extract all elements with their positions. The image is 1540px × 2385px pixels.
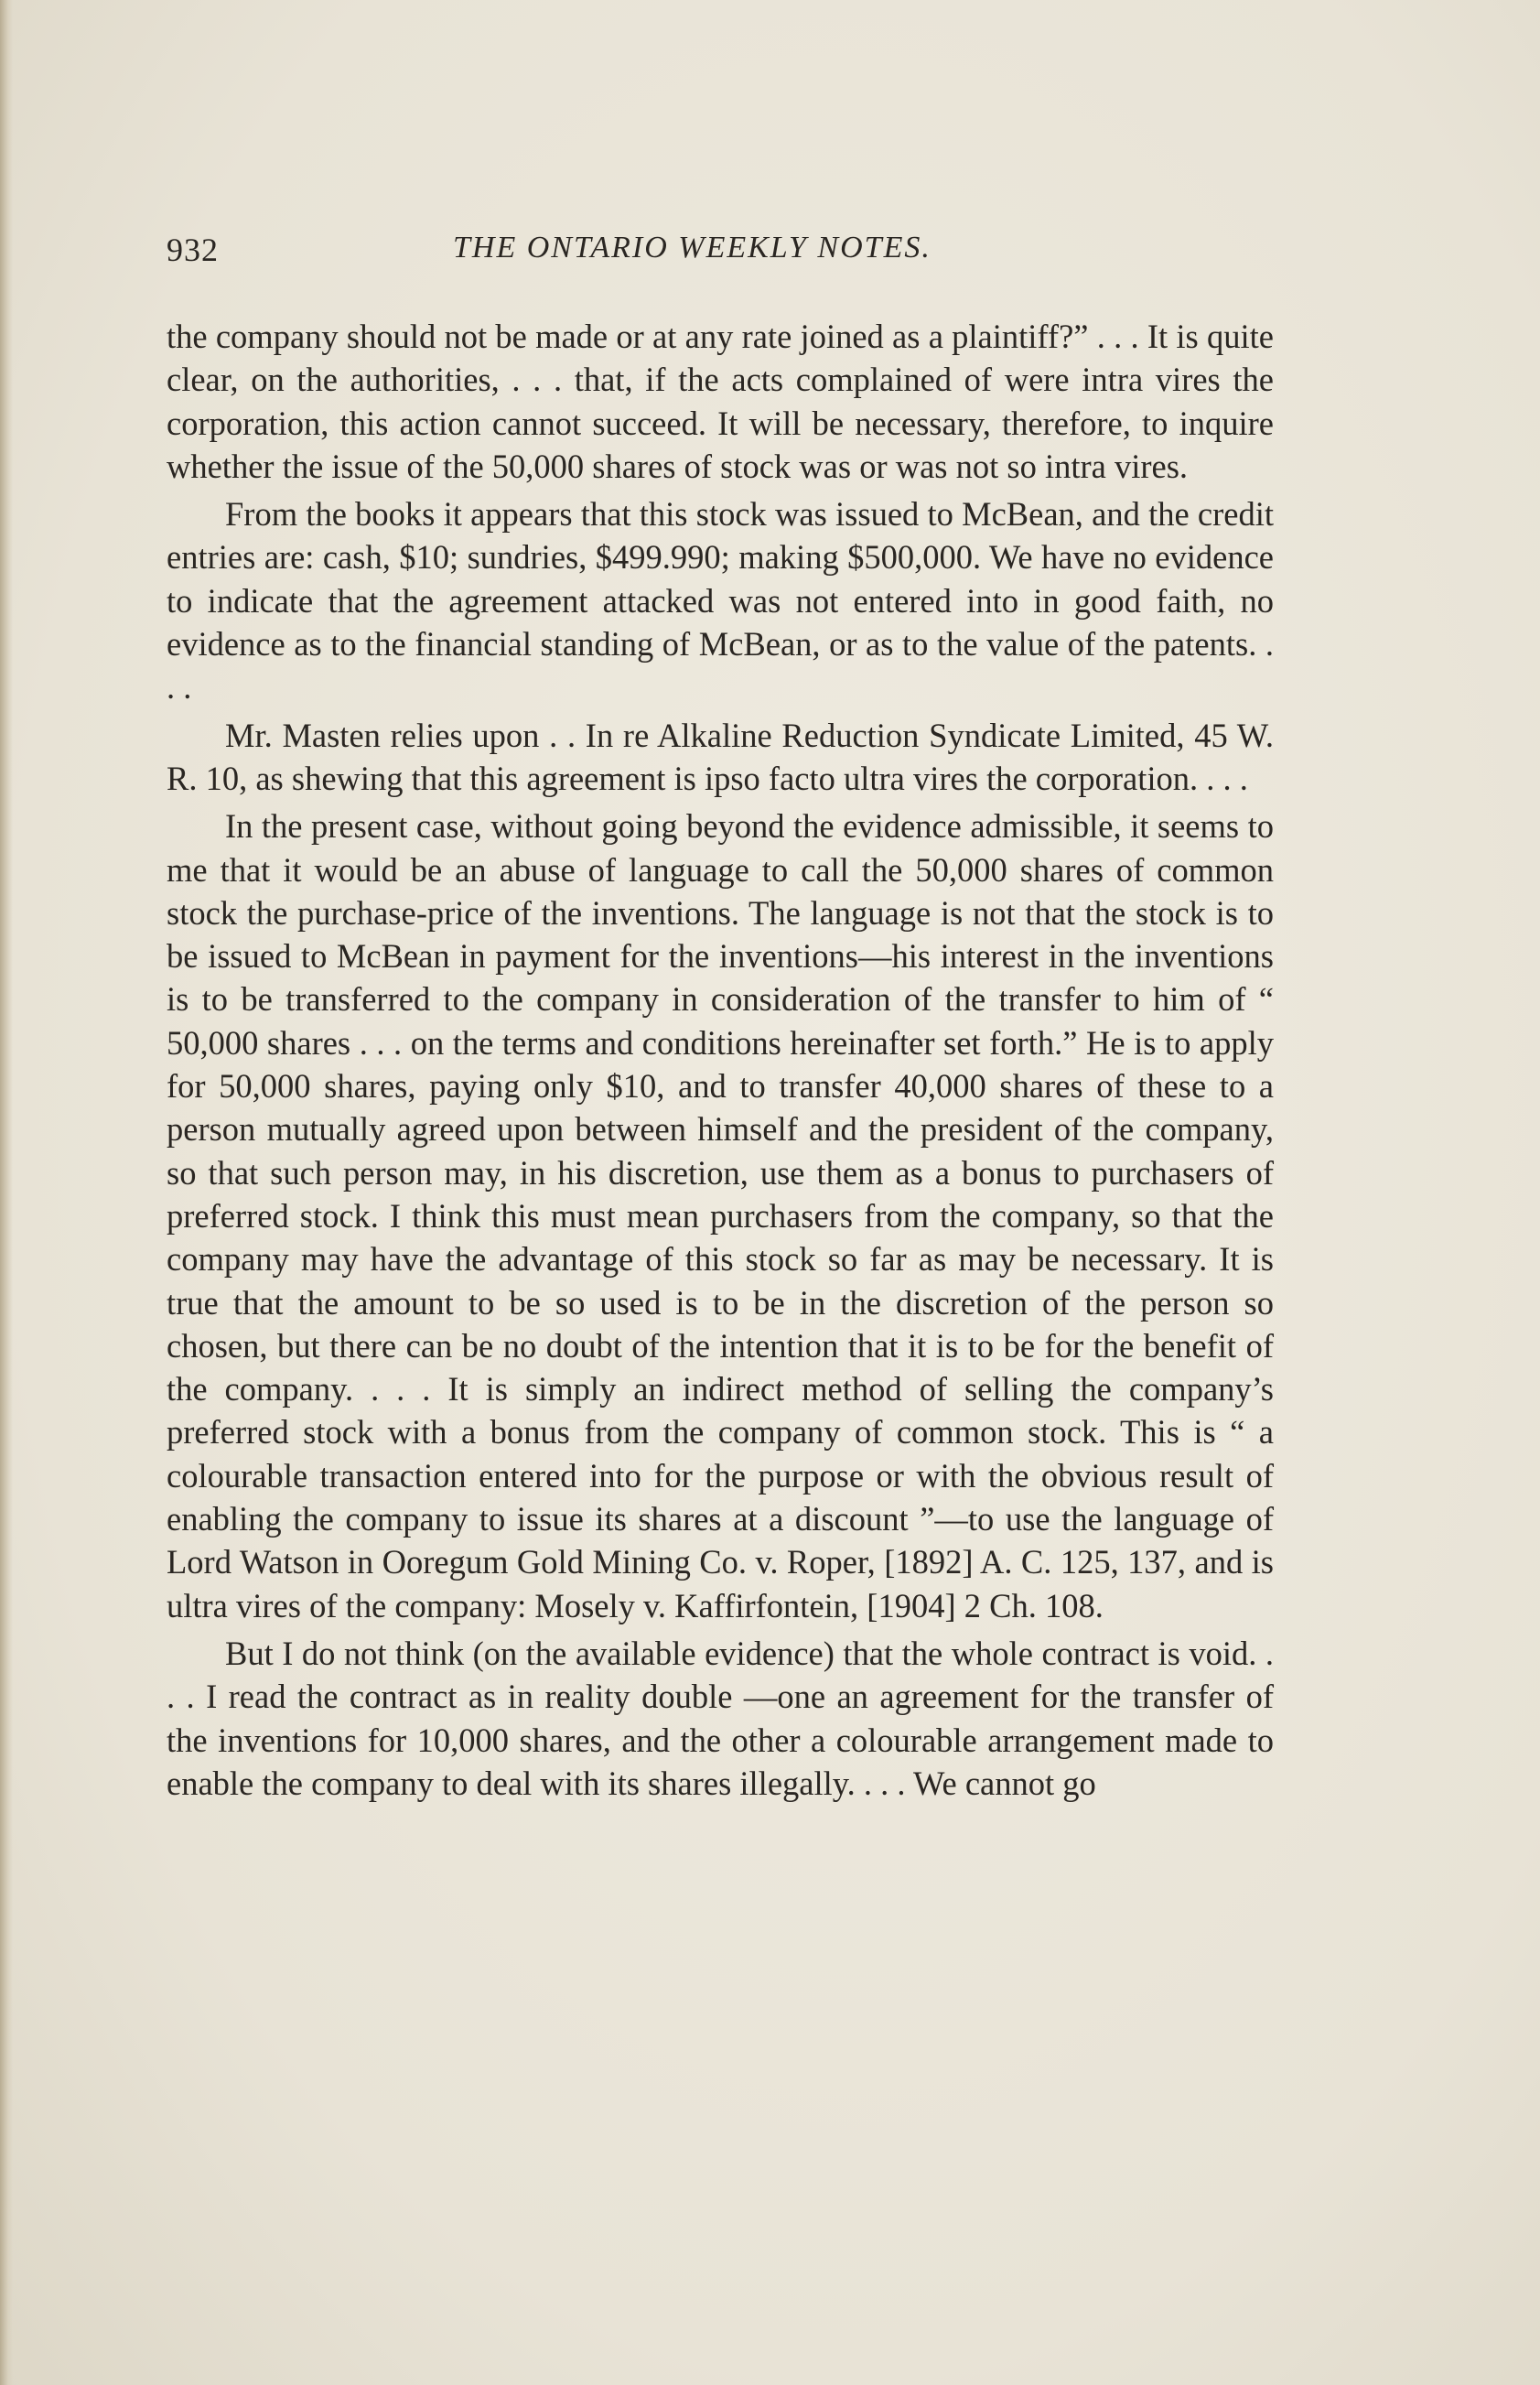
paragraph: But I do not think (on the available evidence) that the whole contract is void. . . . I read the contract as in reality double —one an agreement for the transfer of the inventions for 10,000 shares, and the other a colourable arrangement made to enable the company to deal with its shares illegally. . . . We cannot go — [167, 1634, 1274, 1802]
page-binding-edge — [0, 0, 13, 2385]
body-text — [167, 315, 1274, 1809]
paragraph: From the books it appears that this stock was issued to McBean, and the credit entries are: cash, $10; sundries, $499.990; making $500,000. We have no evidence to indicate that the agreement attacked was not entered into in good faith, no evidence as to the financial standing of McBean, or as to the value of the patents. . . . — [167, 495, 1274, 707]
paragraph: Mr. Masten relies upon . . In re Alkaline Reduction Syndicate Limited, 45 W. R. 10, as shewing that this agreement is ipso facto ultra vires the corporation. . . . — [167, 716, 1274, 797]
paragraph: In the present case, without going beyond the evidence admissible, it seems to me that it would be an abuse of language to call the 50,000 shares of common stock the purchase-price of the inventions. The language is not that the stock is to be issued to McBean in payment for the inventions—his interest in the inventions is to be transferred to the company in consideration of the transfer to him of “ 50,000 shares . . . on the terms and conditions hereinafter set forth.” He is to apply for 50,000 shares, paying only $10, and to transfer 40,000 shares of these to a person mutually agreed upon between himself and the president of the company, so that such person may, in his discretion, use them as a bonus to purchasers of preferred stock. I think this must mean purchasers from the company, so that the company may have the advantage of this stock so far as may be necessary. It is true that the amount to be so used is to be in the discretion of the person so chosen, but there can be no doubt of the intention that it is to be for the benefit of the company. . . . It is simply an indirect method of selling the company’s preferred stock with a bonus from the company of common stock. This is “ a colourable transaction entered into for the purpose or with the obvious result of enabling the company to issue its shares at a discount ”—to use the language of Lord Watson in Ooregum Gold Mining Co. v. Roper, [1892] A. C. 125, 137, and is ultra vires of the company: Mosely v. Kaffirfontein, [1904] 2 Ch. 108. — [167, 807, 1274, 1624]
page-number: 932 — [167, 232, 219, 268]
running-head — [167, 231, 1274, 276]
paragraph-continued: the company should not be made or at any rate joined as a plaintiff?” . . . It is quite clear, on the authorities, . . . that, if the acts complained of were intra vires the corporation, this action cannot succeed. It will be necessary, therefore, to inquire whether the issue of the 50,000 shares of stock was or was not so intra vires. — [167, 318, 1274, 485]
journal-title: THE ONTARIO WEEKLY NOTES. — [453, 231, 932, 264]
